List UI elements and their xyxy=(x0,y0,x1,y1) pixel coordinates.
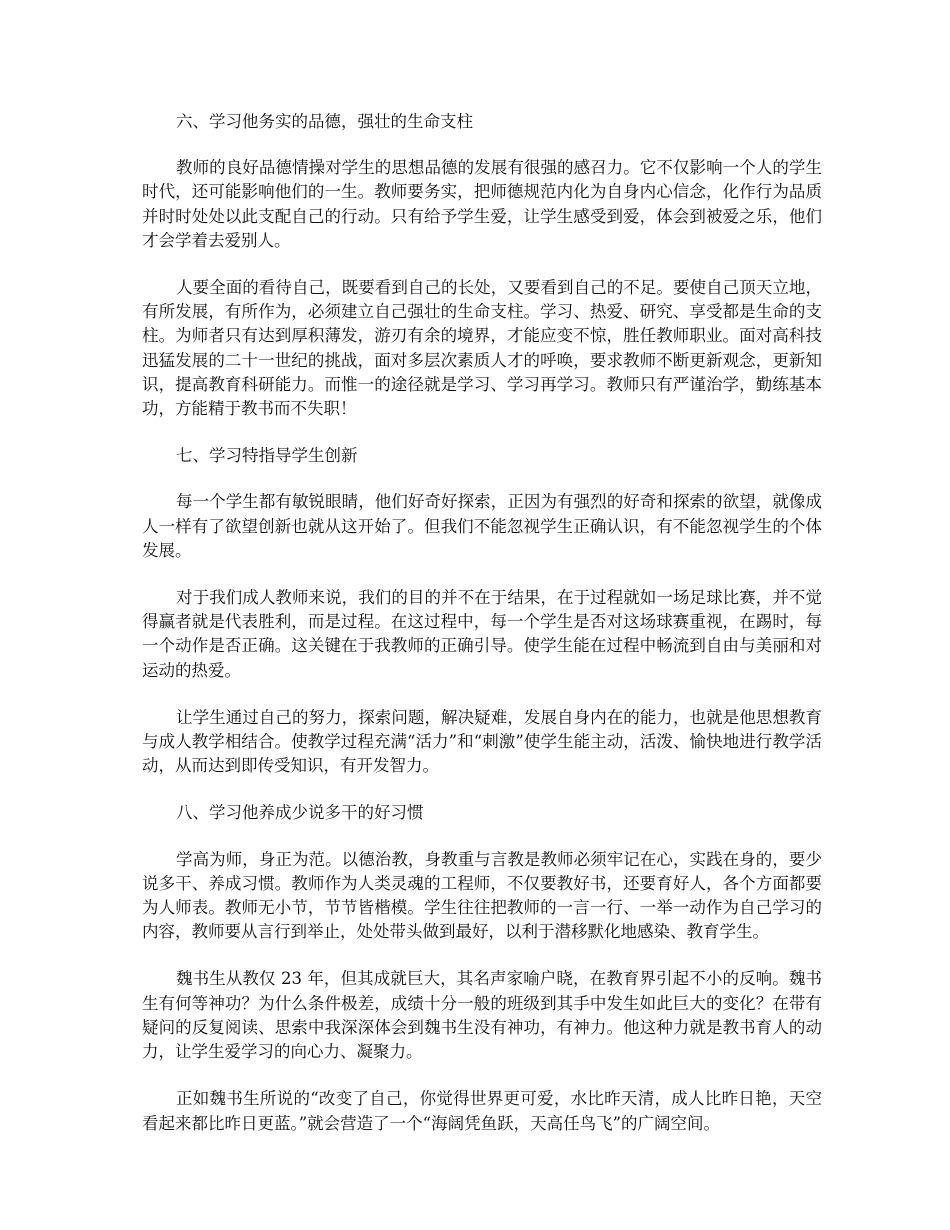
paragraph: 魏书生从教仅 23 年，但其成就巨大，其名声家喻户晓，在教育界引起不小的反响。魏书生有何等神功？为什么条件极差，成绩十分一般的班级到其手中发生如此巨大的变化？在带有疑问的反复阅读、思索中我深深体会到魏书生没有神功，有神力。他这种力就是教书育人的动力，让学生爱学习的向心力、凝聚力。 xyxy=(142,969,822,1062)
paragraph: 学高为师，身正为范。以德治教，身教重与言教是教师必须牢记在心，实践在身的，要少说多干、养成习惯。教师作为人类灵魂的工程师，不仅要教好书，还要育好人，各个方面都要为人师表。教师无小节，节节皆楷模。学生往往把教师的一言一行、一举一动作为自己学习的内容，教师要从言行到举止，处处带头做到最好，以利于潜移默化地感染、教育学生。 xyxy=(142,849,822,942)
paragraph: 对于我们成人教师来说，我们的目的并不在于结果，在于过程就如一场足球比赛，并不觉得赢者就是代表胜利，而是过程。在这过程中，每一个学生是否对这场球赛重视，在踢时，每一个动作是否正确。这关键在于我教师的正确引导。使学生能在过程中畅流到自由与美丽和对运动的热爱。 xyxy=(142,588,822,680)
document-page xyxy=(142,110,822,1159)
paragraph: 人要全面的看待自己，既要看到自己的长处，又要看到自己的不足。要使自己顶天立地，有所发展，有所作为，必须建立自己强壮的生命支柱。学习、热爱、研究、享受都是生命的支柱。为师者只有达到厚积薄发，游刃有余的境界，才能应变不惊，胜任教师职业。面对高科技迅猛发展的二十一世纪的挑战，面对多层次素质人才的呼唤，要求教师不断更新观念，更新知识，提高教育科研能力。而惟一的途径就是学习、学习再学习。教师只有严谨治学，勤练基本功，方能精于教书而不失职！ xyxy=(142,278,822,419)
section-seven xyxy=(142,444,822,778)
section-six xyxy=(142,110,822,421)
section-eight xyxy=(142,801,822,1135)
paragraph: 正如魏书生所说的“改变了自己，你觉得世界更可爱，水比昨天清，成人比昨日艳，天空看起来都比昨日更蓝。”就会营造了一个“海阔凭鱼跃，天高任鸟飞”的广阔空间。 xyxy=(142,1089,822,1133)
paragraph: 让学生通过自己的努力，探索问题，解决疑难，发展自身内在的能力，也就是他思想教育与成人教学相结合。使教学过程充满“活力”和“刺激”使学生能主动，活泼、愉快地进行教学活动，从而达到即传受知识，有开发智力。 xyxy=(142,707,822,776)
section-heading: 七、学习特指导学生创新 xyxy=(176,446,358,466)
section-heading: 六、学习他务实的品德，强壮的生命支柱 xyxy=(176,112,473,131)
paragraph: 教师的良好品德情操对学生的思想品德的发展有很强的感召力。它不仅影响一个人的学生时代，还可能影响他们的一生。教师要务实，把师德规范内化为自身内心信念，化作行为品质并时时处处以此支配自己的行动。只有给予学生爱，让学生感受到爱，体会到被爱之乐，他们才会学着去爱别人。 xyxy=(142,158,822,250)
paragraph: 每一个学生都有敏锐眼睛，他们好奇好探索，正因为有强烈的好奇和探索的欲望，就像成人一样有了欲望创新也就从这开始了。但我们不能忽视学生正确认识，有不能忽视学生的个体发展。 xyxy=(142,492,822,560)
section-heading: 八、学习他养成少说多干的好习惯 xyxy=(176,803,424,823)
